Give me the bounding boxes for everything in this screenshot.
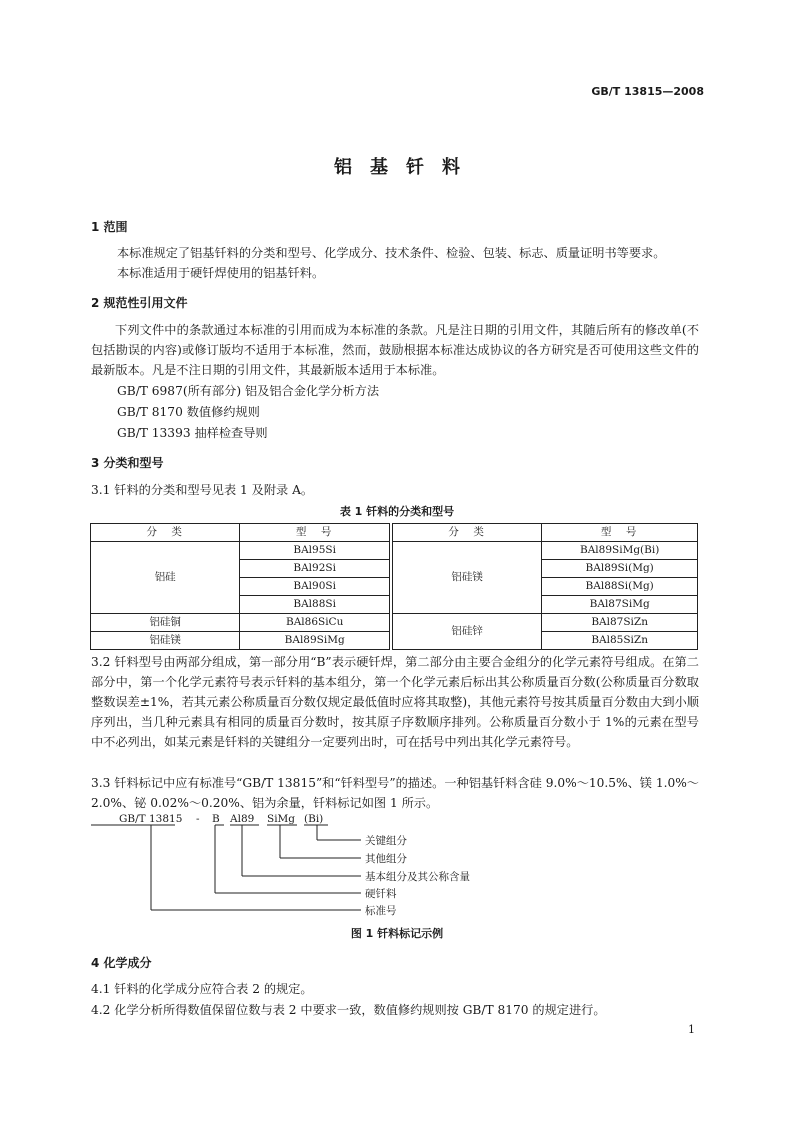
table-cell-class: 铝硅	[91, 542, 240, 614]
figure-part-bi: (Bi)	[304, 813, 324, 825]
table-cell-model: BAl86SiCu	[240, 614, 390, 632]
document-title: 铝基钎料	[334, 157, 478, 178]
clause-3-2: 3.2 钎料型号由两部分组成，第一部分用“B”表示硬钎焊，第二部分由主要合金组分的化学元素符号组成。在第二部分中，第一个化学元素符号表示钎料的基本组分，第一个化学元素后标出其公称质量百分数(公称质量百分数取整数误差±1%，若其元素公称质量百分数仅规定最低值时应将其取整)，其他元素符号按其质量百分数由大到小顺序列出，当几种元素具有相同的质量百分数时，按其原子序数顺序排列。公称质量百分数小于 1%的元素在型号中不必列出，如某元素是钎料的关键组分一定要列出时，可在括号中列出其化学元素符号。	[91, 655, 699, 749]
table-cell-model: BAl87SiMg	[542, 596, 698, 614]
section-2-paragraph: 下列文件中的条款通过本标准的引用而成为本标准的条款。凡是注日期的引用文件，其随后所有的修改单(不包括勘误的内容)或修订版均不适用于本标准，然而，鼓励根据本标准达成协议的各方研究是否可使用这些文件的最新版本。凡是不注日期的引用文件，其最新版本适用于本标准。	[91, 323, 699, 377]
table-header-model: 型 号	[240, 524, 390, 542]
table-header-class: 分 类	[392, 524, 541, 542]
figure-label-key: 关键组分	[365, 835, 407, 847]
clause-4-1: 4.1 钎料的化学成分应符合表 2 的规定。	[91, 982, 313, 996]
figure-part-b: B	[212, 813, 220, 825]
page-number: 1	[688, 1023, 695, 1036]
table-cell-model: BAl88Si	[240, 596, 390, 614]
section-1-heading: 1 范围	[91, 220, 128, 234]
figure-label-base: 基本组分及其公称含量	[365, 871, 470, 883]
table-header-class: 分 类	[91, 524, 240, 542]
clause-3-3: 3.3 钎料标记中应有标准号“GB/T 13815”和“钎料型号”的描述。一种铝基钎料含硅 9.0%～10.5%、镁 1.0%～2.0%、铋 0.02%～0.20%、铝为余量，钎料标记如图 1 所示。	[91, 776, 699, 810]
table-cell-model: BAl89Si(Mg)	[542, 560, 698, 578]
table-cell-model: BAl89SiMg	[240, 632, 390, 650]
section-3-heading: 3 分类和型号	[91, 456, 164, 470]
table-cell-class: 铝硅镁	[392, 542, 541, 614]
clause-3-1: 3.1 钎料的分类和型号见表 1 及附录 A。	[91, 483, 314, 497]
figure-part-dash: -	[196, 813, 200, 825]
figure-1	[91, 812, 691, 924]
section-1-para-2: 本标准适用于硬钎焊使用的铝基钎料。	[117, 266, 325, 280]
figure-part-al89: Al89	[230, 813, 255, 825]
table-1	[90, 523, 698, 650]
figure-part-simg: SiMg	[267, 813, 296, 825]
reference-item: GB/T 8170 数值修约规则	[117, 405, 260, 419]
reference-item: GB/T 6987(所有部分) 铝及铝合金化学分析方法	[117, 384, 380, 398]
table-cell-model: BAl85SiZn	[542, 632, 698, 650]
section-4-heading: 4 化学成分	[91, 956, 152, 970]
clause-4-2: 4.2 化学分析所得数值保留位数与表 2 中要求一致，数值修约规则按 GB/T 8170 的规定进行。	[91, 1003, 606, 1017]
figure-1-caption: 图 1 钎料标记示例	[350, 927, 444, 940]
table-cell-model: BAl88Si(Mg)	[542, 578, 698, 596]
table-cell-class: 铝硅镁	[91, 632, 240, 650]
figure-label-hard-solder: 硬钎料	[365, 888, 397, 900]
figure-label-other: 其他组分	[365, 853, 407, 865]
reference-item: GB/T 13393 抽样检查导则	[117, 426, 268, 440]
table-header-model: 型 号	[542, 524, 698, 542]
table-cell-model: BAl87SiZn	[542, 614, 698, 632]
section-2-heading: 2 规范性引用文件	[91, 296, 188, 310]
table-cell-model: BAl92Si	[240, 560, 390, 578]
table-1-caption: 表 1 钎料的分类和型号	[339, 505, 455, 518]
table-cell-class: 铝硅铜	[91, 614, 240, 632]
table-cell-class: 铝硅锌	[392, 614, 541, 650]
figure-part-standard: GB/T 13815	[119, 813, 183, 825]
figure-label-standard: 标准号	[365, 905, 397, 917]
standard-number: GB/T 13815—2008	[591, 85, 704, 98]
table-cell-model: BAl95Si	[240, 542, 390, 560]
table-cell-model: BAl90Si	[240, 578, 390, 596]
table-cell-model: BAl89SiMg(Bi)	[542, 542, 698, 560]
section-1-para-1: 本标准规定了铝基钎料的分类和型号、化学成分、技术条件、检验、包装、标志、质量证明书等要求。	[117, 246, 666, 260]
